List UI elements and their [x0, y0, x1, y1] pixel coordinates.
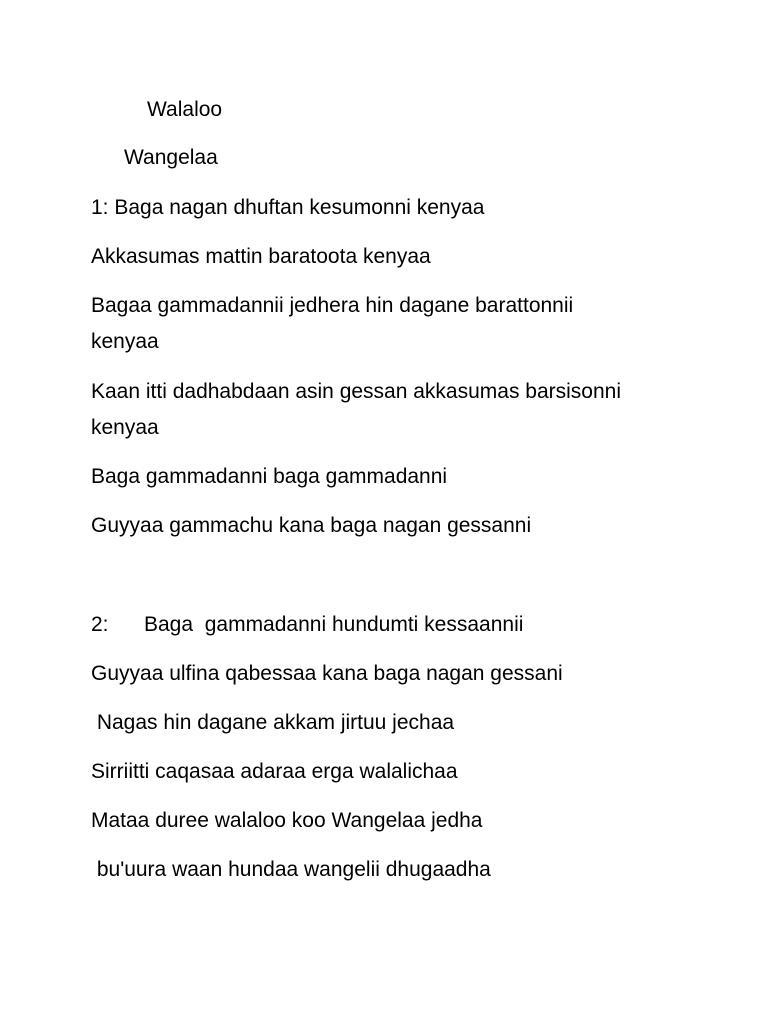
verse-1-line-6: Guyyaa gammachu kana baga nagan gessanni — [91, 514, 532, 537]
verse-2-line-3: Nagas hin dagane akkam jirtuu jechaa — [91, 711, 455, 734]
verse-1-line-1-text: Baga nagan dhuftan kesumonni kenyaa — [114, 196, 485, 219]
verse-2-line-1 — [91, 607, 523, 643]
verse-1-line-4: Kaan itti dadhabdaan asin gessan akkasumas barsisonni — [91, 380, 622, 403]
verse-1-line-4-continued: kenyaa — [91, 416, 159, 439]
verse-2-number: 2: — [91, 613, 109, 636]
poem-subtitle: Wangelaa — [124, 146, 218, 169]
verse-1-line-3: Bagaa gammadannii jedhera hin dagane barattonnii — [91, 294, 574, 317]
verse-2-line-4: Sirriitti caqasaa adaraa erga walalichaa — [91, 760, 458, 783]
verse-1-line-3-continued: kenyaa — [91, 330, 159, 353]
verse-1-number: 1: — [91, 196, 109, 219]
poem-title: Walaloo — [147, 98, 223, 121]
verse-2-line-1-text: Baga gammadanni hundumti kessaannii — [144, 613, 524, 636]
verse-1-line-1 — [91, 190, 484, 226]
verse-1-line-5: Baga gammadanni baga gammadanni — [91, 465, 448, 488]
verse-2-line-5: Mataa duree walaloo koo Wangelaa jedha — [91, 809, 483, 832]
verse-2-line-2: Guyyaa ulfina qabessaa kana baga nagan gessani — [91, 662, 563, 685]
verse-1-line-2: Akkasumas mattin baratoota kenyaa — [91, 245, 431, 268]
verse-2-line-6: bu'uura waan hundaa wangelii dhugaadha — [91, 858, 491, 881]
